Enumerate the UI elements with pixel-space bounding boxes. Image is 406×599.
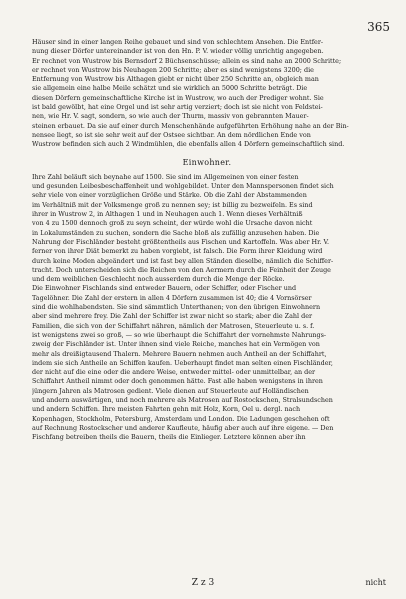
text-line: zweig der Fischländer ist. Unter ihnen sind viele Reiche, manches hat ein Vermögen von [32,340,320,349]
text-line: Schiffahrt Antheil nimmt oder doch genommen hätte. Fast alle haben wenigstens in ihren [32,377,323,386]
text-line: aber sind mehrere frey. Die Zahl der Schiffer ist zwar nicht so stark; aber die Zahl der [32,312,313,321]
text-line: diesen Dörfern gemeinschaftliche Kirche ist in Wustrow, wo auch der Prediger wohnt. Sie [32,93,324,102]
text-line: Familien, die sich von der Schiffahrt nähren, nämlich der Matrosen, Steuerleute u. s. f. [32,321,315,330]
catchword: nicht [365,578,386,587]
text-line: nung dieser Dörfer untereinander ist von den Hn. P. V. wieder völlig unrichtig angegeben. [32,47,324,56]
section-heading: Einwohner. [182,157,232,167]
text-line: tracht. Doch unterscheiden sich die Reichen von den Aermern durch die Feinheit der Zeuge [32,265,331,274]
page-body [32,38,382,442]
page-number: 365 [367,20,390,34]
printer-signature: Z z 3 [191,578,215,588]
text-line: sie allgemein eine halbe Meile schätzt und sie wirklich an 5000 Schritte beträgt. Die [32,84,308,93]
text-line: Kopenhagen, Stockholm, Petersburg, Amsterdam und London. Die Ladungen geschehen oft [32,414,330,423]
text-line: mehr als dreißigtausend Thalern. Mehrere Bauern nehmen auch Antheil an der Schiffahrt, [32,349,327,358]
text-line: sind die wohlhabendsten. Sie sind sämmtlich Unterthanen; von den übrigen Einwohnern [32,303,321,312]
text-line: ist bald gewölbt, hat eine Orgel und ist sehr artig verziert; doch ist sie nicht von Feldstei- [32,103,323,112]
text-line: sehr viele von einer vorzüglichen Größe und Stärke. Ob die Zahl der Abstammenden [32,191,307,200]
paragraph-2 [32,173,382,285]
paragraph-3 [32,284,382,442]
text-line: und gesunden Leibesbeschaffenheit und wohlgebildet. Unter den Mannspersonen findet sich [32,182,334,191]
text-line: Wustrow befinden sich auch 2 Windmühlen, die ebenfalls allen 4 Dörfern gemeinschaftlich sind. [32,140,345,149]
text-line: im Verhältniß mit der Volksmenge groß zu nennen sey; ist billig zu bezweifeln. Es sind [32,200,313,209]
text-line: Häuser sind in einer langen Reihe gebauet und sind von schlechtem Ansehen. Die Entfer- [32,38,324,46]
text-line: von 4 zu 1500 dennoch groß zu seyn scheint, der würde wohl die Ursache davon nicht [32,219,313,228]
text-line: auf Rechnung Rostockscher und anderer Kaufleute, häufig aber auch auf ihre eigene. — Den [32,423,334,432]
text-line: Ihre Zahl beläuft sich beynahe auf 1500. Sie sind im Allgemeinen von einer festen [32,172,299,181]
text-line: und andern Schiffen. Ihre meisten Fahrten gehn mit Holz, Korn, Oel u. dergl. nach [32,405,301,414]
text-line: Er rechnet von Wustrow bis Bernsdorf 2 Büchsenschüsse; allein es sind nahe an 2000 Schritte; [32,56,342,65]
text-line: in Lokalumständen zu suchen, sondern die Sache bloß als zufällig anzusehen haben. Die [32,228,320,237]
text-line: Fischfang betreiben theils die Bauern, theils die Einlieger. Letztere können aber ihn [32,433,306,442]
text-line: nensee liegt, so ist sie sehr weit auf der Ostsee sichtbar. An dem nördlichen Ende von [32,130,311,139]
text-line: Die Einwohner Fischlands sind entweder Bauern, oder Schiffer, oder Fischer und [32,284,297,293]
text-line: Nahrung der Fischländer besteht größtentheils aus Fischen und Kartoffeln. Was aber Hr. V. [32,237,330,246]
text-line: ist wenigstens zwei so groß, — so wie überhaupt die Schiffahrt der vornehmste Nahrungs- [32,330,327,339]
text-line: indem sie sich Antheile an Schiffen kaufen. Ueberhaupt findet man selten einen Fischländer, [32,358,333,367]
text-line: steinen erbauet. Da sie auf einer durch Menschenhände aufgeführten Erhöhung nahe an der Bin- [32,121,349,130]
text-line: ihrer in Wustrow 2, in Althagen 1 und in Neuhagen auch 1. Wenn dieses Verhältniß [32,210,303,219]
text-line: Tagelöhner. Die Zahl der erstern in allen 4 Dörfern zusammen ist 40; die 4 Vornsörser [32,293,312,302]
text-line: der nicht auf die eine oder die andere Weise, entweder mittel- oder unmittelbar, an der [32,368,316,377]
text-line: und andern auswärtigen, und noch mehrere als Matrosen auf Rostockschen, Stralsundschen [32,395,333,404]
text-line: ferner von ihrer Diät bemerkt zu haben vorgiebt, ist falsch. Die Form ihrer Kleidung wird [32,247,323,256]
paragraph-1 [32,38,382,150]
text-line: jüngern Jahren als Matrosen gedient. Viele dienen auf Steuerleute auf Holländischen [32,386,309,395]
text-line: nen, wie Hr. V. sagt, sondern, so wie auch der Thurm, massiv von gebrannten Mauer- [32,112,309,121]
text-line: und dem weiblichen Geschlecht noch ausserdem durch die Menge der Röcke. [32,275,285,284]
text-line: durch keine Moden abgeändert und ist fast bey allen Ständen dieselbe, nämlich die Schiffer- [32,256,334,265]
text-line: Entfernung von Wustrow bis Althagen giebt er nicht über 250 Schritte an, obgleich man [32,75,319,84]
text-line: er rechnet von Wustrow bis Neuhagen 200 Schritte; aber es sind wenigstens 3200; die [32,65,314,74]
